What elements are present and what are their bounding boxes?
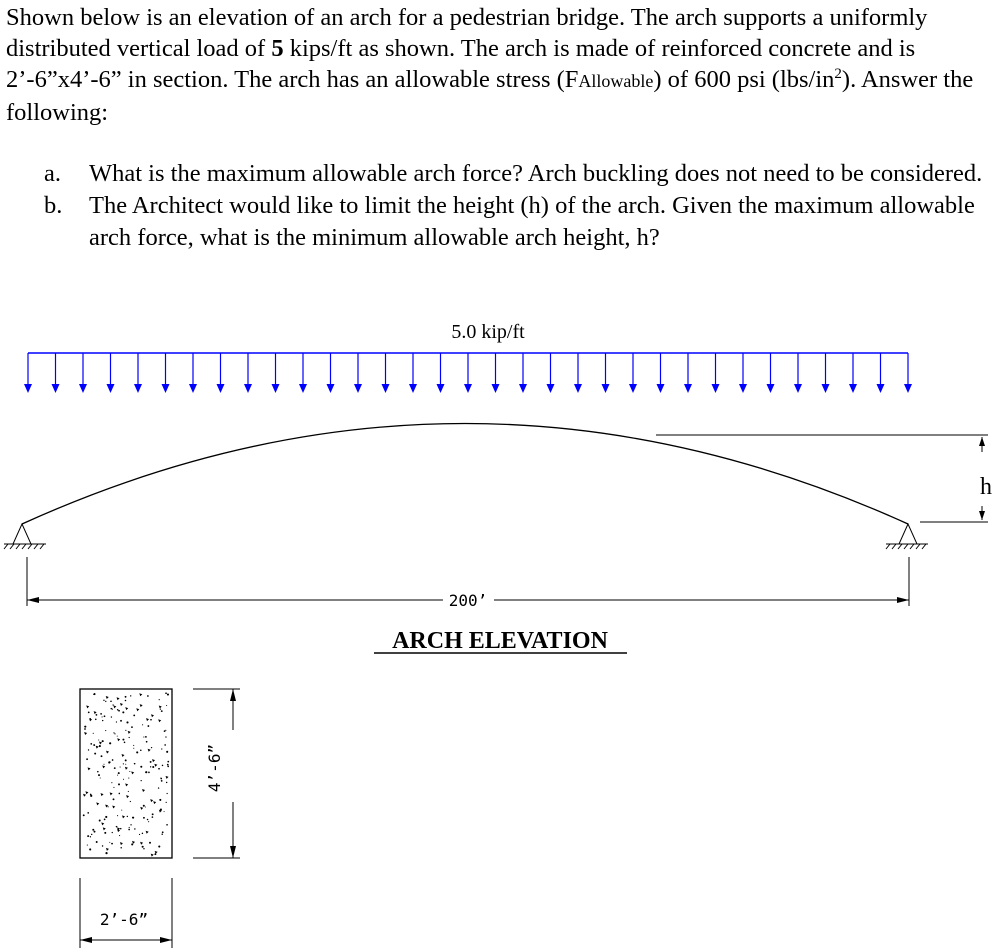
aggregate-dot — [146, 741, 148, 743]
squared-superscript: 2 — [834, 66, 842, 82]
aggregate-dot — [121, 810, 122, 811]
aggregate-dot — [100, 713, 102, 715]
allowable-subscript: Allowable — [578, 71, 654, 91]
aggregate-dot — [88, 749, 89, 750]
aggregate-dot — [87, 845, 88, 846]
aggregate-dot — [134, 828, 135, 829]
aggregate-dot — [98, 739, 99, 740]
aggregate-dot — [102, 716, 103, 717]
load-arrow-head — [354, 384, 362, 393]
distributed-load — [24, 353, 912, 393]
load-arrow-head — [382, 384, 390, 393]
aggregate-dot — [147, 819, 149, 821]
aggregate-dot — [167, 761, 169, 763]
aggregate-dot — [112, 708, 113, 709]
aggregate-dot — [120, 766, 121, 767]
aggregate-dot — [127, 816, 128, 817]
aggregate-dot — [128, 829, 130, 831]
load-arrow-head — [189, 384, 197, 393]
aggregate-dot — [103, 764, 104, 765]
aggregate-dot — [129, 771, 130, 772]
aggregate-dot — [98, 774, 100, 776]
aggregate-dot — [145, 736, 147, 738]
aggregate-dot — [88, 711, 90, 713]
right-pin-support — [886, 524, 928, 549]
aggregate-dot — [118, 772, 120, 774]
aggregate-dot — [134, 763, 136, 765]
height-dimension — [656, 435, 988, 522]
load-arrow-head — [299, 384, 307, 393]
aggregate-dot — [133, 714, 135, 716]
aggregate-dot — [132, 817, 133, 818]
aggregate-dot — [97, 771, 99, 773]
aggregate-dot — [147, 695, 149, 697]
aggregate-dot — [148, 821, 149, 822]
aggregate-dot — [152, 816, 154, 818]
section-width-label: 2’-6” — [99, 910, 149, 929]
aggregate-dot — [125, 730, 126, 731]
problem-text-4: ). Answer the following: — [6, 66, 974, 126]
aggregate-dot — [102, 740, 104, 742]
aggregate-dot — [119, 793, 121, 795]
aggregate-dot — [101, 755, 103, 757]
aggregate-dot — [92, 829, 94, 831]
aggregate-dot — [152, 813, 154, 815]
aggregate-dot — [140, 749, 142, 751]
aggregate-dot — [167, 764, 169, 766]
load-arrow-head — [574, 384, 582, 393]
aggregate-dot — [125, 764, 126, 765]
aggregate-dot — [119, 835, 120, 836]
aggregate-dot — [99, 745, 101, 747]
aggregate-dot — [164, 730, 166, 732]
aggregate-dot — [166, 802, 167, 803]
aggregate-dot — [118, 783, 120, 785]
aggregate-dot — [89, 848, 91, 850]
aggregate-dot — [125, 696, 127, 698]
aggregate-dot — [111, 843, 113, 845]
aggregate-dot — [102, 845, 103, 846]
aggregate-dot — [93, 733, 94, 734]
aggregate-dot — [140, 766, 142, 768]
load-arrow-head — [272, 384, 280, 393]
aggregate-dot — [133, 748, 134, 749]
aggregate-dot — [167, 693, 169, 695]
aggregate-dot — [105, 852, 107, 854]
load-arrow-head — [794, 384, 802, 393]
aggregate-dot — [105, 730, 106, 731]
aggregate-dot — [93, 744, 95, 746]
aggregate-dot — [147, 725, 149, 727]
aggregate-dot — [166, 824, 168, 826]
aggregate-dot — [90, 794, 92, 796]
aggregate-dot — [160, 778, 162, 780]
aggregate-dot — [141, 780, 142, 781]
aggregate-dot — [158, 787, 159, 788]
aggregate-dot — [158, 845, 160, 847]
aggregate-dot — [150, 719, 152, 721]
aggregate-dot — [166, 751, 168, 753]
aggregate-dot — [117, 775, 118, 776]
question-b-text: The Architect would like to limit the height (h) of the arch. Given the maximum allowable arch force, what is the minimum allowable arch height, h? — [89, 192, 975, 251]
arch-curve — [22, 424, 908, 525]
cross-section-rectangle — [80, 689, 172, 858]
section-height-label: 4’-6” — [205, 743, 224, 793]
load-label: 5.0 kip/ft — [451, 321, 525, 343]
aggregate-dot — [112, 832, 113, 833]
load-arrow-head — [437, 384, 445, 393]
aggregate-dot — [130, 695, 131, 696]
aggregate-dot — [91, 834, 92, 835]
load-arrow-head — [52, 384, 60, 393]
aggregate-dot — [111, 782, 112, 783]
aggregate-dot — [103, 700, 104, 701]
aggregate-dot — [109, 761, 111, 763]
aggregate-dot — [130, 824, 131, 825]
aggregate-dot — [120, 828, 122, 830]
aggregate-dot — [128, 778, 129, 779]
problem-text-1: Shown below is an elevation of an arch for a pedestrian bridge. The arch supports a uniformly distributed vertical load of — [6, 4, 928, 62]
aggregate-dot — [90, 743, 92, 745]
aggregate-dot — [116, 826, 118, 828]
aggregate-dot — [111, 716, 112, 717]
question-a-text: What is the maximum allowable arch force? Arch buckling does not need to be considered. — [89, 160, 983, 187]
aggregate-dot — [148, 772, 150, 774]
aggregate-dot — [117, 815, 118, 816]
aggregate-dot — [105, 701, 106, 702]
load-arrow-head — [739, 384, 747, 393]
aggregate-dot — [129, 737, 130, 738]
aggregate-dot — [164, 811, 165, 812]
aggregate-dot — [131, 843, 133, 845]
aggregate-dot — [143, 848, 144, 849]
aggregate-dot — [113, 798, 115, 800]
aggregate-dot — [100, 778, 101, 779]
load-arrow-head — [547, 384, 555, 393]
aggregate-dot — [116, 721, 117, 722]
problem-text-3: ) of 600 psi (lbs/in — [653, 66, 835, 93]
load-arrow-head — [849, 384, 857, 393]
aggregate-dot — [166, 705, 167, 706]
aggregate-dot — [87, 835, 89, 837]
aggregate-dot — [143, 805, 145, 807]
aggregate-dot — [154, 853, 156, 855]
aggregate-dot — [113, 732, 114, 733]
aggregate-dot — [122, 711, 124, 713]
height-label: h — [980, 474, 992, 500]
load-arrow-head — [464, 384, 472, 393]
question-b-marker: b. — [44, 192, 63, 219]
aggregate-dot — [161, 833, 162, 834]
aggregate-dot — [87, 812, 89, 814]
aggregate-dot — [94, 831, 96, 833]
load-value: 5 — [271, 35, 284, 62]
aggregate-dot — [84, 726, 86, 728]
aggregate-dot — [104, 818, 106, 820]
load-arrow-head — [327, 384, 335, 393]
aggregate-dot — [161, 780, 163, 782]
aggregate-dot — [160, 809, 162, 811]
load-arrow-head — [657, 384, 665, 393]
aggregate-dot — [130, 801, 131, 802]
aggregate-dot — [150, 766, 151, 767]
aggregate-dot — [161, 710, 163, 712]
aggregate-dot — [122, 739, 124, 741]
load-arrow-head — [904, 384, 912, 393]
aggregate-dot — [143, 736, 144, 737]
aggregate-dot — [126, 721, 128, 723]
aggregate-dot — [128, 791, 129, 792]
aggregate-dot — [96, 714, 98, 716]
aggregate-dot — [145, 771, 147, 773]
load-arrow-head — [79, 384, 87, 393]
aggregate-dot — [125, 700, 127, 702]
aggregate-dot — [142, 833, 143, 834]
aggregate-dot — [167, 766, 169, 768]
load-arrow-head — [767, 384, 775, 393]
span-label: 200’ — [448, 591, 488, 610]
load-arrow-head — [602, 384, 610, 393]
aggregate-dot — [123, 763, 124, 764]
aggregate-dot — [99, 820, 101, 822]
load-arrow-head — [877, 384, 885, 393]
load-arrow-head — [712, 384, 720, 393]
aggregate-dot — [105, 816, 107, 818]
aggregate-dot — [96, 841, 98, 843]
aggregate-dot — [123, 779, 124, 780]
load-arrow-head — [162, 384, 170, 393]
aggregate-dot — [113, 787, 114, 788]
aggregate-dot — [108, 806, 109, 807]
aggregate-dot — [166, 782, 167, 783]
aggregate-dot — [165, 692, 167, 694]
aggregate-dot — [162, 831, 164, 833]
aggregate-dot — [165, 736, 166, 737]
aggregate-dot — [145, 807, 146, 808]
aggregate-dot — [149, 842, 151, 844]
aggregate-dot — [104, 832, 106, 834]
aggregate-dot — [90, 836, 91, 837]
aggregate-dot — [125, 759, 127, 761]
aggregate-dot — [83, 814, 85, 816]
aggregate-dot — [162, 765, 164, 767]
load-arrow-head — [134, 384, 142, 393]
aggregate-dot — [142, 724, 143, 725]
load-arrow-head — [244, 384, 252, 393]
aggregate-dot — [120, 720, 122, 722]
problem-text-2: kips/ft as shown. The arch is made of reinforced concrete and is 2’-6”x4’-6” in section. The arch has an allowable stress (F — [6, 35, 916, 93]
aggregate-dot — [167, 793, 168, 794]
aggregate-dot — [139, 834, 140, 835]
left-pin-support — [4, 524, 46, 549]
load-arrow-head — [24, 384, 32, 393]
load-arrow-head — [492, 384, 500, 393]
load-arrow-head — [629, 384, 637, 393]
aggregate-dot — [86, 758, 88, 760]
aggregate-dot — [112, 759, 114, 761]
aggregate-dot — [114, 733, 115, 734]
aggregate-dot — [161, 748, 162, 749]
aggregate-dot — [109, 842, 110, 843]
aggregate-dot — [117, 736, 118, 737]
aggregate-dot — [93, 694, 94, 695]
aggregate-dot — [150, 761, 152, 763]
aggregate-dot — [158, 768, 160, 770]
aggregate-dot — [151, 747, 152, 748]
aggregate-dot — [104, 715, 106, 717]
aggregate-dot — [124, 742, 126, 744]
aggregate-dot — [152, 766, 154, 768]
load-arrow-head — [217, 384, 225, 393]
aggregate-dot — [136, 751, 138, 753]
aggregate-dot — [110, 700, 112, 702]
load-arrow-head — [822, 384, 830, 393]
aggregate-dot — [129, 827, 130, 828]
aggregate-dot — [120, 847, 122, 849]
aggregate-dot — [159, 799, 161, 801]
aggregate-dot — [117, 709, 119, 711]
aggregate-dot — [118, 710, 120, 712]
question-a-marker: a. — [44, 160, 61, 187]
load-arrow-head — [409, 384, 417, 393]
aggregate-dot — [133, 745, 134, 746]
aggregate-dot — [142, 846, 144, 848]
aggregate-dot — [95, 718, 97, 720]
aggregate-dot — [131, 726, 133, 728]
figure-title: ARCH ELEVATION — [392, 628, 608, 654]
aggregate-dot — [84, 728, 86, 730]
aggregate-dot — [164, 744, 166, 746]
aggregate-dot — [165, 730, 166, 731]
aggregate-dot — [109, 742, 111, 744]
aggregate-dot — [114, 767, 116, 769]
aggregate-dot — [143, 817, 145, 819]
aggregate-dot — [102, 720, 103, 721]
load-arrow-head — [107, 384, 115, 393]
aggregate-dot — [160, 708, 161, 709]
aggregate-dot — [94, 753, 96, 755]
aggregate-dot — [159, 699, 160, 700]
load-arrow-head — [684, 384, 692, 393]
load-arrow-head — [519, 384, 527, 393]
